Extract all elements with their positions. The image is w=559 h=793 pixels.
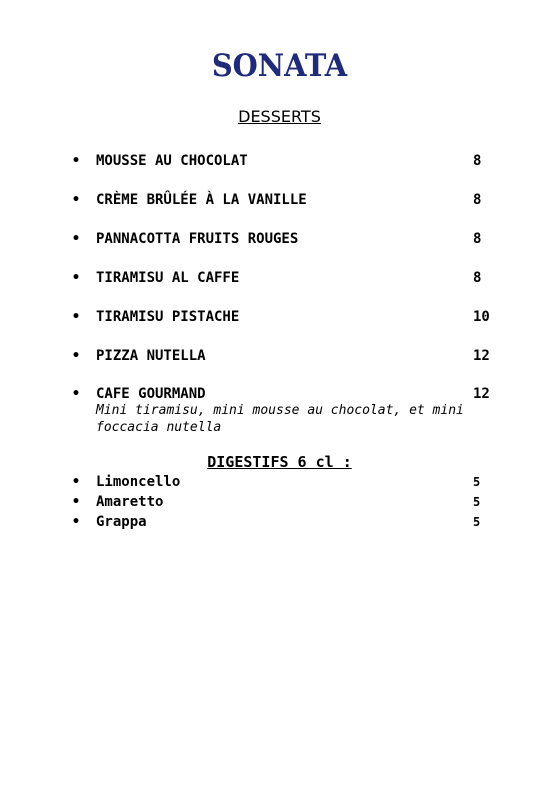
dessert-name: PIZZA NUTELLA xyxy=(96,348,206,364)
bullet-icon: • xyxy=(71,494,81,510)
dessert-item xyxy=(0,307,559,327)
dessert-price: 8 xyxy=(473,192,482,208)
digestif-price: 5 xyxy=(473,515,481,529)
dessert-name: CRÈME BRÛLÉE À LA VANILLE xyxy=(96,192,307,208)
bullet-icon: • xyxy=(71,270,81,286)
bullet-icon: • xyxy=(71,348,81,364)
desserts-title: DESSERTS xyxy=(238,107,321,126)
dessert-item xyxy=(0,151,559,171)
dessert-price: 12 xyxy=(473,348,490,364)
digestif-name: Amaretto xyxy=(96,494,164,510)
digestif-item xyxy=(0,472,559,492)
dessert-item xyxy=(0,384,559,404)
bullet-icon: • xyxy=(71,153,81,169)
digestif-name: Limoncello xyxy=(96,474,181,490)
dessert-price: 8 xyxy=(473,153,482,169)
bullet-icon: • xyxy=(71,192,81,208)
dessert-name: TIRAMISU AL CAFFE xyxy=(96,270,240,286)
digestif-item xyxy=(0,492,559,512)
dessert-price: 10 xyxy=(473,309,490,325)
bullet-icon: • xyxy=(71,474,81,490)
dessert-name: CAFE GOURMAND xyxy=(96,386,206,402)
dessert-item xyxy=(0,190,559,210)
dessert-name: MOUSSE AU CHOCOLAT xyxy=(96,153,248,169)
dessert-item xyxy=(0,268,559,288)
dessert-item xyxy=(0,346,559,366)
bullet-icon: • xyxy=(71,386,81,402)
digestif-price: 5 xyxy=(473,475,481,489)
dessert-price: 8 xyxy=(473,270,482,286)
bullet-icon: • xyxy=(71,231,81,247)
bullet-icon: • xyxy=(71,514,81,530)
digestif-price: 5 xyxy=(473,495,481,509)
logo: SONATA xyxy=(211,48,348,84)
dessert-name: TIRAMISU PISTACHE xyxy=(96,309,240,325)
dessert-price: 8 xyxy=(473,231,482,247)
digestif-name: Grappa xyxy=(96,514,147,530)
dessert-item xyxy=(0,229,559,249)
bullet-icon: • xyxy=(71,309,81,325)
dessert-description: Mini tiramisu, mini mousse au chocolat, et mini foccacia nutella xyxy=(96,403,464,435)
digestif-item xyxy=(0,512,559,532)
digestifs-title: DIGESTIFS 6 cl : xyxy=(207,453,352,471)
dessert-name: PANNACOTTA FRUITS ROUGES xyxy=(96,231,299,247)
dessert-price: 12 xyxy=(473,386,490,402)
